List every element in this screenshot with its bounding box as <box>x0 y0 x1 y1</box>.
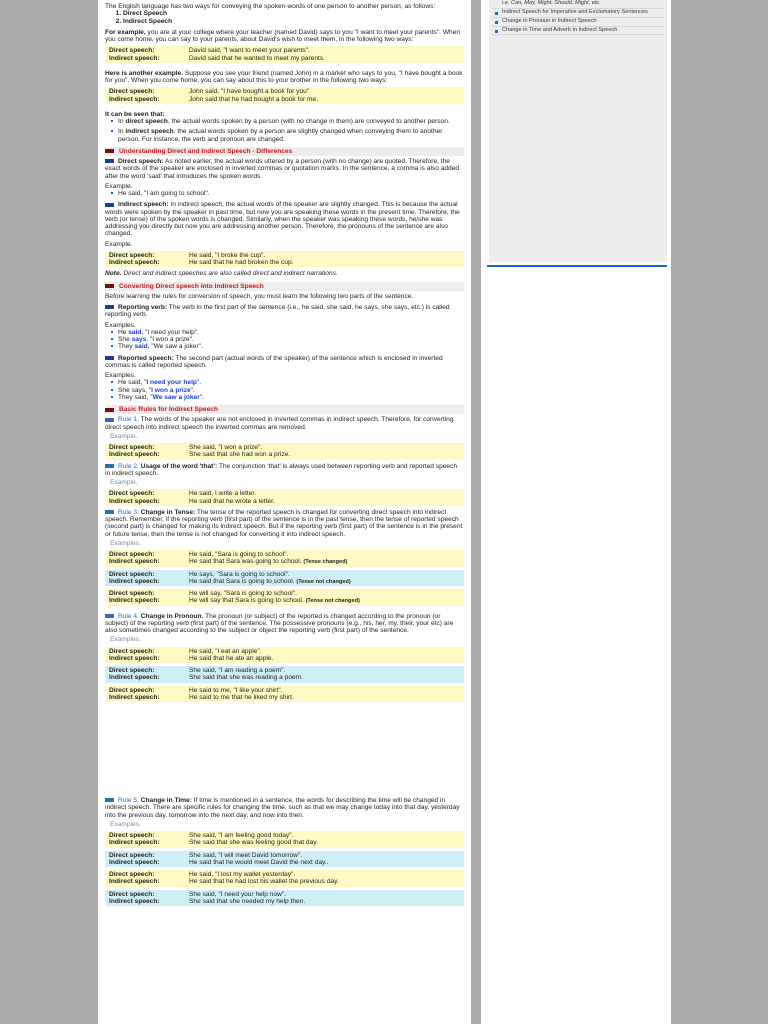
sidebar-divider <box>487 265 667 267</box>
example-box: Direct speech: He said, "I lost my wallet yesterday". Indirect speech: He said that he had lost his wallet the previous day. <box>105 870 464 887</box>
list-item: She says, "I won a prize". <box>118 336 464 343</box>
list-item: They said, "We saw a joker". <box>118 343 464 350</box>
list-item: He said, "I am going to school". <box>118 190 464 197</box>
sidebar-link[interactable]: Indirect Speech for Imperative and Exclamatory Sentences <box>492 9 664 18</box>
rule-4: Rule 4. Change in Pronoun. The pronoun (or subject) of the reported is changed according to the pronoun (or subject) of the reporting verb (first part) of the sentence. The possessive pronouns (e.g., his, her, my, their, your etc) are also sometimes changed according to the subject or object the reporting verb (first part) of the sentence. <box>105 612 454 634</box>
section-heading: Converting Direct speech into Indirect Speech <box>105 282 464 291</box>
rule-5: Rule 5. Change in Time: If time is mentioned in a sentence, the words for describing the time will be changed in indirect speech. There are specific rules for changing the time, such as that we may change today into that day, yesterday into the previous day, tomorrow into the next day, and now into then. <box>105 797 460 819</box>
convert-intro: Before learning the rules for conversion of speech, you must learn the following two parts of the sentence. <box>105 292 414 300</box>
indirect-speech-paragraph: Indirect speech: In indirect speech, the actual words of the speaker are slightly changed. This is because the actual words were spoken by the speaker in past time, but now you are speaking these words in the present time. Therefore, the verb (or tense) of the spoken words is changed. Similarly, when the speaker was speaking these words, he/she was addressing you directly but now you are addressing another person. Therefore, the pronouns of the sentence are also changed. <box>105 201 460 238</box>
example-box: Direct speech: He says, "Sara is going to school". Indirect speech: He said that Sara is going to school. (Tense not changed) <box>105 570 464 587</box>
rule-1: Rule 1. The words of the speaker are not enclosed in inverted commas in indirect speech. Therefore, for converting direct speech into indirect speech the inverted commas are removed. <box>105 416 454 431</box>
example-box: Direct speech: She said, "I am reading a poem". Indirect speech: She said that she was reading a poem. <box>105 666 464 683</box>
example-label: Example. <box>110 479 138 486</box>
sidebar-link[interactable]: Change in Time and Adverb in Indirect Speech <box>492 27 664 36</box>
list-item: He said, "I need your help". <box>118 329 464 336</box>
list-item: 1. Direct Speech <box>123 10 464 17</box>
example-box: Direct speech: He will say, "Sara is going to school". Indirect speech: He will say that Sara is going to school. (Tense not changed) <box>105 589 464 606</box>
list-item: In direct speech, the actual words spoken by a person (with no change in them) are conveyed to another person. <box>118 118 464 125</box>
example-box: Direct speech: He said, "I broke the cup". Indirect speech: He said that he had broken the cup. <box>105 251 464 268</box>
section-heading: Basic Rules for Indirect Speech <box>105 405 464 414</box>
examples-label: Examples. <box>110 820 141 828</box>
example-label: Example. <box>105 182 133 190</box>
example-box: Direct speech: She said, "I won a prize". Indirect speech: She said that she had won a prize. <box>105 443 464 460</box>
examples-label: Examples. <box>105 321 136 329</box>
examples-label: Examples. <box>110 539 141 547</box>
example-box: Direct speech: He said, I write a letter. Indirect speech: He said that he wrote a letter. <box>105 489 464 506</box>
example-box: Direct speech: She said, "I am feeling good today". Indirect speech: She said that she was feeling good that day. <box>105 831 464 848</box>
example-box: Direct speech: He said, "Sara is going to school". Indirect speech: He said that Sara was going to school. (Tense changed) <box>105 550 464 567</box>
observation-label: It can be seen that: <box>105 110 165 118</box>
example-label: Example. <box>105 240 133 248</box>
ad-space <box>105 705 464 797</box>
article-content <box>98 0 471 1024</box>
sidebar-link[interactable]: Change in Pronoun in Indirect Speech <box>492 18 664 27</box>
example-paragraph: Here is another example. Suppose you see your friend (named John) in a market who says to you, "I have bought a book for you". When you come home, you can say about this to your brother in the following two ways: <box>105 69 463 84</box>
sidebar <box>481 0 671 1024</box>
example-box: Direct speech: He said, "I eat an apple". Indirect speech: He said that he ate an apple. <box>105 647 464 664</box>
related-links-box <box>489 0 667 262</box>
example-box: Direct speech: He said to me, "I like your shirt". Indirect speech: He said to me that he liked my shirt. <box>105 686 464 703</box>
example-box: Direct speech: She said, "I will meet David tomorrow". Indirect speech: He said that he would meet David the next day.. <box>105 851 464 868</box>
example-list <box>105 190 464 197</box>
list-item: She says, "I won a prize". <box>118 387 464 394</box>
rule-3: Rule 3. Change in Tense: The tense of the reported speech is changed for converting direct speech into indirect speech. Remember, if the reporting verb (first part) of the sentence is in the past tense, then the tense of reported speech (second part) is changed for making its indirect speech. But if the reporting verb (first part) of the sentence is in the present or future tense, then the tense is not changed for converting it into indirect speech. <box>105 508 463 538</box>
list-item: In indirect speech, the actual words spoken by a person are slightly changed when conveying them to another person. For instance, the verb and pronoun are changed. <box>118 128 464 143</box>
reported-speech-paragraph: Reported speech: The second part (actual words of the speaker) of the sentence which is enclosed in inverted commas is called reported speech. <box>105 354 443 369</box>
direct-speech-paragraph: Direct speech: As noted earlier, the actual words uttered by a person (with no change) are quoted. Therefore, the exact words of the speaker are enclosed in inverted commas or quotation marks. In the sentence, a comma is also added after the word 'said' that introduces the spoken words. <box>105 158 460 180</box>
list-item: They said, "We saw a joker". <box>118 394 464 401</box>
example-paragraph: For example, you are at your college where your teacher (named David) says to you "I want to meet your parents". When you come home, you can say to your parents, about David's wish to meet them, in the following two ways: <box>105 28 461 43</box>
example-label: Example. <box>110 432 138 440</box>
examples-label: Examples. <box>105 372 136 379</box>
example-list <box>105 329 464 351</box>
list-item: He said, "I need your help". <box>118 379 464 386</box>
example-box: Direct speech: David said, "I want to meet your parents". Indirect speech: David said that he wanted to meet my parents. <box>105 46 464 63</box>
speech-types-list <box>105 10 464 25</box>
reporting-verb-paragraph: Reporting verb: The verb in the first part of the sentence (i.e., he said, she said, he says, she says, etc.) is called reporting verb. <box>105 304 450 319</box>
section-heading: Understanding Direct and Indirect Speech - Differences <box>105 147 464 156</box>
rule-2: Rule 2. Usage of the word 'that': The conjunction 'that' is always used between reporting verb and reported speech in indirect speech. <box>105 462 458 477</box>
note: Note. Direct and indirect speeches are also called direct and indirect narrations. <box>105 270 338 278</box>
observation-list <box>105 118 464 143</box>
example-box: Direct speech: She said, "I need your help now". Indirect speech: She said that she needed my help then. <box>105 890 464 907</box>
sidebar-link[interactable]: i.e. Can, May, Might, Should, Might, etc. <box>492 0 664 9</box>
intro-paragraph: The English language has two ways for conveying the spoken-words of one person to another person, as follows: <box>105 3 436 10</box>
list-item: 2. Indirect Speech <box>123 18 464 25</box>
examples-label: Examples. <box>110 636 141 644</box>
example-box: Direct speech: John said, "I have bought a book for you" Indirect speech: John said that he had bought a book for me. <box>105 87 464 104</box>
example-list <box>105 379 464 401</box>
